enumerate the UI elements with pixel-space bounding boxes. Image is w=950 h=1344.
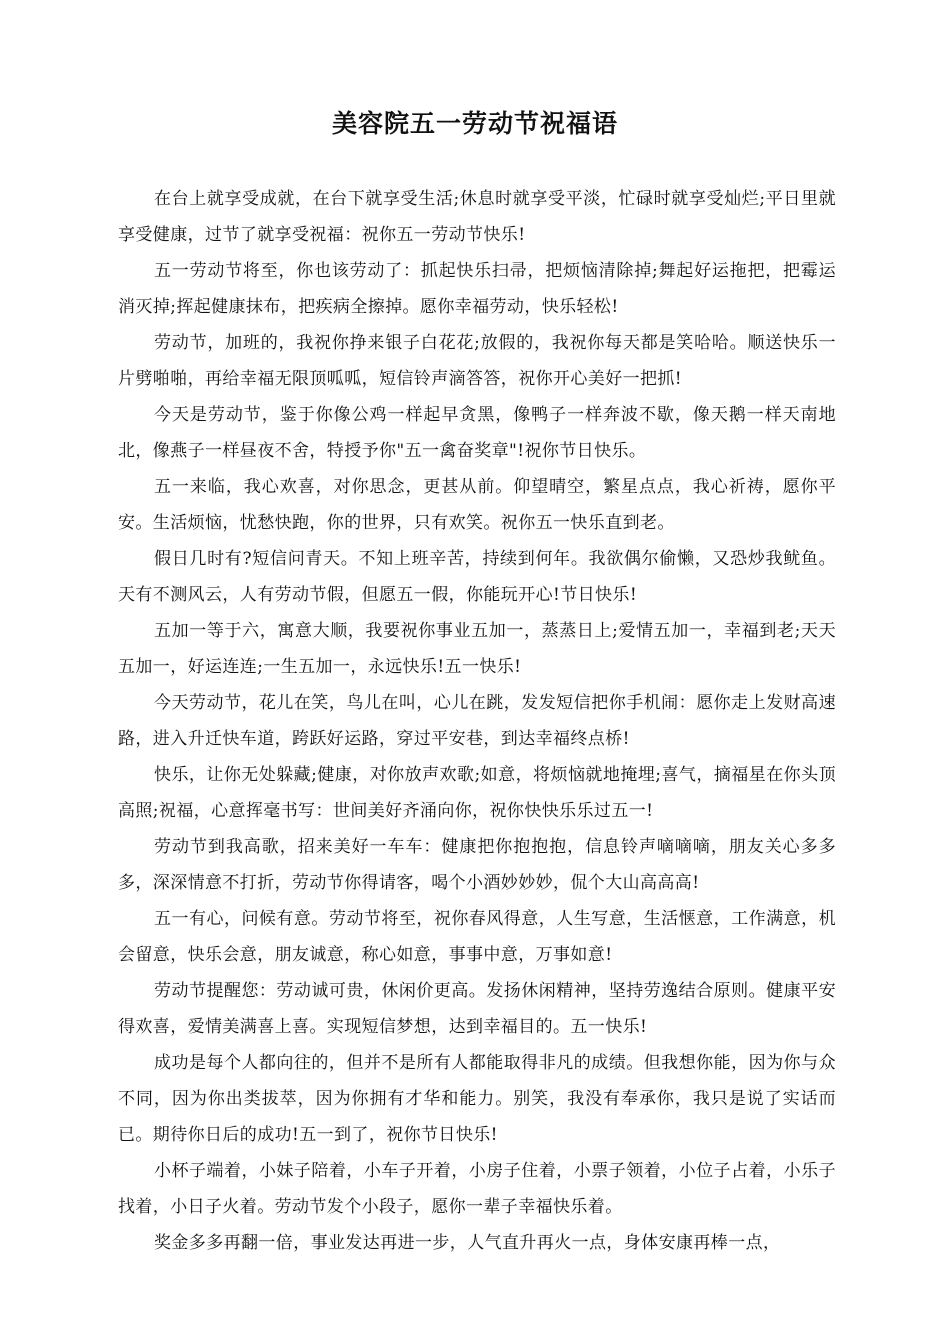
paragraph: 小杯子端着，小妹子陪着，小车子开着，小房子住着，小票子领着，小位子占着，小乐子找着，小日子火着。劳动节发个小段子，愿你一辈子幸福快乐着。 — [118, 1161, 836, 1217]
document-body — [118, 181, 836, 1261]
paragraph: 劳动节提醒您：劳动诚可贵，休闲价更高。发扬休闲精神，坚持劳逸结合原则。健康平安得欢喜，爱情美满喜上喜。实现短信梦想，达到幸福目的。五一快乐! — [118, 981, 836, 1037]
paragraph: 在台上就享受成就，在台下就享受生活;休息时就享受平淡，忙碌时就享受灿烂;平日里就享受健康，过节了就享受祝福：祝你五一劳动节快乐! — [118, 189, 836, 245]
paragraph: 今天是劳动节，鉴于你像公鸡一样起早贪黑，像鸭子一样奔波不歇，像天鹅一样天南地北，像燕子一样昼夜不舍，特授予你"五一禽奋奖章"!祝你节日快乐。 — [118, 405, 836, 461]
paragraph: 五一来临，我心欢喜，对你思念，更甚从前。仰望晴空，繁星点点，我心祈祷，愿你平安。生活烦恼，忧愁快跑，你的世界，只有欢笑。祝你五一快乐直到老。 — [118, 477, 836, 533]
paragraph: 五一劳动节将至，你也该劳动了：抓起快乐扫帚，把烦恼清除掉;舞起好运拖把，把霉运消灭掉;挥起健康抹布，把疾病全擦掉。愿你幸福劳动，快乐轻松! — [118, 261, 836, 317]
paragraph: 成功是每个人都向往的，但并不是所有人都能取得非凡的成绩。但我想你能，因为你与众不同，因为你出类拔萃，因为你拥有才华和能力。别笑，我没有奉承你，我只是说了实话而已。期待你日后的成功!五一到了，祝你节日快乐! — [118, 1053, 836, 1145]
paragraph: 快乐，让你无处躲藏;健康，对你放声欢歌;如意，将烦恼就地掩埋;喜气，摘福星在你头顶高照;祝福，心意挥毫书写：世间美好齐涌向你，祝你快快乐乐过五一! — [118, 765, 836, 821]
paragraph: 假日几时有?短信问青天。不知上班辛苦，持续到何年。我欲偶尔偷懒，又恐炒我鱿鱼。天有不测风云，人有劳动节假，但愿五一假，你能玩开心!节日快乐! — [118, 549, 836, 605]
paragraph: 今天劳动节，花儿在笑，鸟儿在叫，心儿在跳，发发短信把你手机闹：愿你走上发财高速路，进入升迁快车道，跨跃好运路，穿过平安巷，到达幸福终点桥! — [118, 693, 836, 749]
paragraph: 奖金多多再翻一倍，事业发达再进一步，人气直升再火一点，身体安康再棒一点， — [154, 1233, 781, 1253]
document-title: 美容院五一劳动节祝福语 — [331, 109, 618, 138]
paragraph: 劳动节到我高歌，招来美好一车车：健康把你抱抱抱，信息铃声嘀嘀嘀，朋友关心多多多，深深情意不打折，劳动节你得请客，喝个小酒妙妙妙，侃个大山高高高! — [118, 837, 836, 893]
paragraph: 五加一等于六，寓意大顺，我要祝你事业五加一，蒸蒸日上;爱情五加一，幸福到老;天天五加一，好运连连;一生五加一，永远快乐!五一快乐! — [118, 621, 836, 677]
paragraph: 劳动节，加班的，我祝你挣来银子白花花;放假的，我祝你每天都是笑哈哈。顺送快乐一片劈啪啪，再给幸福无限顶呱呱，短信铃声滴答答，祝你开心美好一把抓! — [118, 333, 836, 389]
paragraph: 五一有心，问候有意。劳动节将至，祝你春风得意，人生写意，生活惬意，工作满意，机会留意，快乐会意，朋友诚意，称心如意，事事中意，万事如意! — [118, 909, 836, 965]
